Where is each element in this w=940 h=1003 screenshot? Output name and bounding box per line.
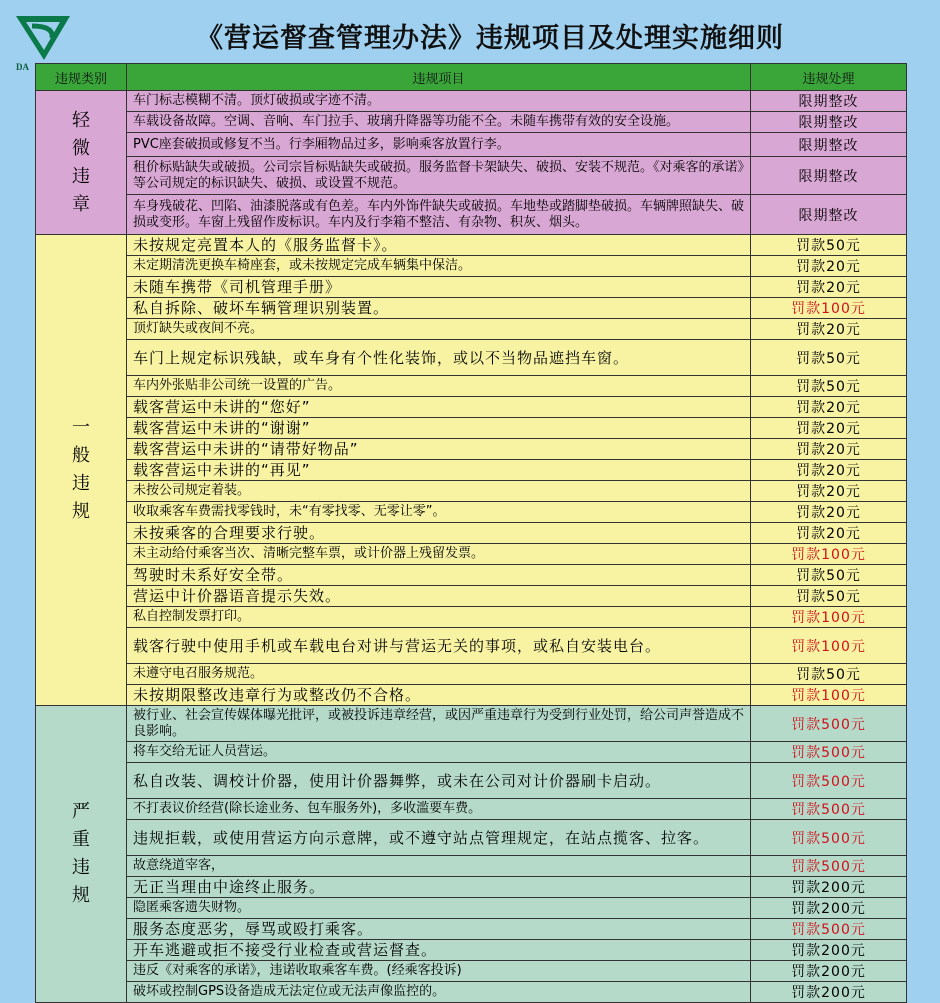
penalty-value: 罚款500元 <box>751 919 907 940</box>
violation-item: 未遵守电召服务规范。 <box>127 664 751 685</box>
violation-item: 车身残破花、凹陷、油漆脱落或有色差。车内外饰件缺失或破损。车地垫或踏脚垫破损。车辆牌照缺失、破损或变形。车窗上残留作废标识。车内及行李箱不整洁、有杂物、积灰、烟头。 <box>127 195 751 235</box>
violation-item: 未按乘客的合理要求行驶。 <box>127 523 751 544</box>
violation-item: 载客营运中未讲的“再见” <box>127 460 751 481</box>
table-row <box>36 877 907 898</box>
penalty-value: 罚款20元 <box>751 397 907 418</box>
violation-item: 载客行驶中使用手机或车载电台对讲与营运无关的事项，或私自安装电台。 <box>127 628 751 664</box>
violation-item: 驾驶时未系好安全带。 <box>127 565 751 586</box>
violation-item: 违反《对乘客的承诺》，违诺收取乘客车费。(经乘客投诉) <box>127 961 751 982</box>
penalty-value: 罚款20元 <box>751 460 907 481</box>
violation-item: 未主动给付乘客当次、清晰完整车票，或计价器上残留发票。 <box>127 544 751 565</box>
header-item: 违规项目 <box>127 64 751 91</box>
page-title: 《营运督查管理办法》违规项目及处理实施细则 <box>196 23 784 54</box>
table-row <box>36 664 907 685</box>
penalty-value: 罚款50元 <box>751 586 907 607</box>
violation-item: 顶灯缺失或夜间不亮。 <box>127 319 751 340</box>
violation-item: 未按期限整改违章行为或整改仍不合格。 <box>127 685 751 706</box>
violation-item: 载客营运中未讲的“您好” <box>127 397 751 418</box>
penalty-value: 罚款20元 <box>751 277 907 298</box>
table-row <box>36 586 907 607</box>
violation-item: 车载设备故障。空调、音响、车门拉手、玻璃升降器等功能不全。未随车携带有效的安全设施。 <box>127 112 751 133</box>
violation-item: 私自拆除、破坏车辆管理识别装置。 <box>127 298 751 319</box>
table-row <box>36 319 907 340</box>
violation-item: 未按公司规定着装。 <box>127 481 751 502</box>
violation-item: 将车交给无证人员营运。 <box>127 742 751 763</box>
penalty-value: 罚款20元 <box>751 256 907 277</box>
table-row <box>36 961 907 982</box>
violation-item: 未随车携带《司机管理手册》 <box>127 277 751 298</box>
table-row <box>36 112 907 133</box>
penalty-value: 罚款100元 <box>751 607 907 628</box>
violation-item: 私自改装、调校计价器，使用计价器舞弊，或未在公司对计价器刷卡启动。 <box>127 763 751 799</box>
table-row <box>36 235 907 256</box>
violation-item: 收取乘客车费需找零钱时，未“有零找零、无零让零”。 <box>127 502 751 523</box>
violation-item: 未定期清洗更换车椅座套，或未按规定完成车辆集中保洁。 <box>127 256 751 277</box>
violation-item: 破坏或控制GPS设备造成无法定位或无法声像监控的。 <box>127 982 751 1003</box>
table-row <box>36 376 907 397</box>
table-row <box>36 133 907 157</box>
violation-item: 未按规定亮置本人的《服务监督卡》。 <box>127 235 751 256</box>
penalty-value: 罚款20元 <box>751 523 907 544</box>
table-row <box>36 157 907 195</box>
violation-item: 违规拒载，或使用营运方向示意牌，或不遵守站点管理规定，在站点揽客、拉客。 <box>127 820 751 856</box>
violation-item: 隐匿乘客遗失财物。 <box>127 898 751 919</box>
penalty-value: 限期整改 <box>751 195 907 235</box>
table-row <box>36 565 907 586</box>
table-row <box>36 298 907 319</box>
table-row <box>36 763 907 799</box>
table-row <box>36 195 907 235</box>
violation-item: 车内外张贴非公司统一设置的广告。 <box>127 376 751 397</box>
penalty-value: 罚款100元 <box>751 298 907 319</box>
table-row <box>36 898 907 919</box>
violation-item: 租价标贴缺失或破损。公司宗旨标贴缺失或破损。服务监督卡架缺失、破损、安装不规范。《对乘客的承诺》等公司规定的标识缺失、破损、或设置不规范。 <box>127 157 751 195</box>
penalty-value: 罚款500元 <box>751 799 907 820</box>
penalty-value: 罚款500元 <box>751 706 907 742</box>
violation-item: 载客营运中未讲的“谢谢” <box>127 418 751 439</box>
table-row <box>36 418 907 439</box>
category-severe: 严重违规 <box>36 706 127 1003</box>
table-row <box>36 277 907 298</box>
table-row <box>36 628 907 664</box>
penalty-value: 罚款100元 <box>751 544 907 565</box>
violation-item: 车门上规定标识残缺，或车身有个性化装饰，或以不当物品遮挡车窗。 <box>127 340 751 376</box>
violation-item: 载客营运中未讲的“请带好物品” <box>127 439 751 460</box>
penalty-value: 罚款200元 <box>751 898 907 919</box>
violation-item: 开车逃避或拒不接受行业检查或营运督查。 <box>127 940 751 961</box>
penalty-value: 罚款20元 <box>751 418 907 439</box>
penalty-value: 罚款200元 <box>751 877 907 898</box>
penalty-value: 罚款50元 <box>751 340 907 376</box>
table-row <box>36 460 907 481</box>
table-row <box>36 940 907 961</box>
table-row <box>36 607 907 628</box>
table-row <box>36 982 907 1003</box>
table-row <box>36 502 907 523</box>
penalty-value: 罚款100元 <box>751 685 907 706</box>
table-row <box>36 397 907 418</box>
penalty-value: 罚款20元 <box>751 502 907 523</box>
table-row <box>36 256 907 277</box>
table-header-row <box>36 64 907 91</box>
header-penalty: 违规处理 <box>751 64 907 91</box>
penalty-value: 限期整改 <box>751 112 907 133</box>
penalty-value: 罚款20元 <box>751 319 907 340</box>
table-row <box>36 685 907 706</box>
table-row <box>36 919 907 940</box>
penalty-value: 罚款50元 <box>751 376 907 397</box>
logo-text: DA <box>16 62 29 72</box>
penalty-value: 罚款50元 <box>751 664 907 685</box>
penalty-value: 限期整改 <box>751 157 907 195</box>
penalty-value: 罚款500元 <box>751 856 907 877</box>
violation-item: 被行业、社会宣传媒体曝光批评，或被投诉违章经营，或因严重违章行为受到行业处罚，给公司声誉造成不良影响。 <box>127 706 751 742</box>
category-general: 一般违规 <box>36 235 127 706</box>
category-light: 轻微违章 <box>36 91 127 235</box>
table-row <box>36 523 907 544</box>
penalty-value: 罚款500元 <box>751 820 907 856</box>
penalty-value: 限期整改 <box>751 91 907 112</box>
penalty-value: 罚款50元 <box>751 565 907 586</box>
violation-item: 不打表议价经营(除长途业务、包车服务外)，多收滥要车费。 <box>127 799 751 820</box>
penalty-value: 罚款200元 <box>751 940 907 961</box>
penalty-value: 罚款500元 <box>751 763 907 799</box>
penalty-value: 罚款100元 <box>751 628 907 664</box>
violation-item: PVC座套破损或修复不当。行李厢物品过多，影响乘客放置行李。 <box>127 133 751 157</box>
penalty-value: 罚款50元 <box>751 235 907 256</box>
table-row <box>36 340 907 376</box>
table-row <box>36 544 907 565</box>
table-row <box>36 706 907 742</box>
violation-item: 车门标志模糊不清。顶灯破损或字迹不清。 <box>127 91 751 112</box>
violation-item: 故意绕道宰客， <box>127 856 751 877</box>
penalty-value: 罚款200元 <box>751 982 907 1003</box>
penalty-value: 罚款200元 <box>751 961 907 982</box>
header-category: 违规类别 <box>36 64 127 91</box>
penalty-value: 罚款20元 <box>751 439 907 460</box>
table-row <box>36 742 907 763</box>
violation-item: 服务态度恶劣，辱骂或殴打乘客。 <box>127 919 751 940</box>
table-row <box>36 856 907 877</box>
table-row <box>36 820 907 856</box>
violation-item: 营运中计价器语音提示失效。 <box>127 586 751 607</box>
violation-item: 无正当理由中途终止服务。 <box>127 877 751 898</box>
penalty-value: 罚款500元 <box>751 742 907 763</box>
table-row <box>36 481 907 502</box>
rules-table <box>35 63 907 1003</box>
table-row <box>36 91 907 112</box>
penalty-value: 限期整改 <box>751 133 907 157</box>
violation-item: 私自控制发票打印。 <box>127 607 751 628</box>
table-row <box>36 439 907 460</box>
penalty-value: 罚款20元 <box>751 481 907 502</box>
table-row <box>36 799 907 820</box>
